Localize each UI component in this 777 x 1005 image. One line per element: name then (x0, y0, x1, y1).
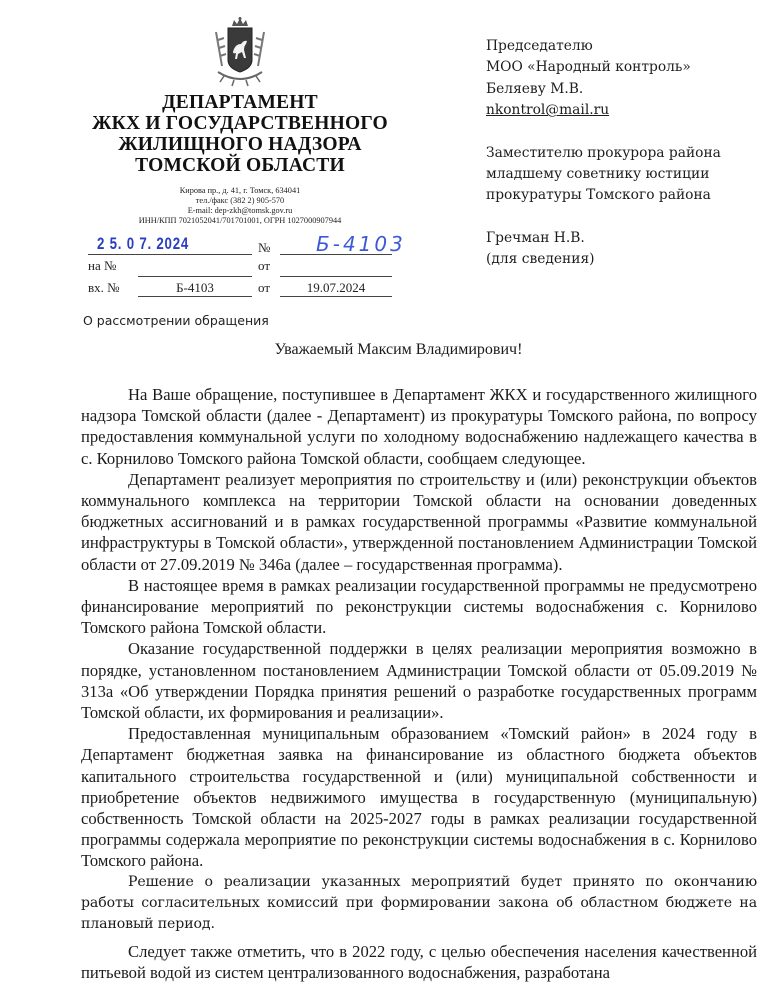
addressee-line: Председателю (486, 38, 593, 54)
department-title-line: ТОМСКОЙ ОБЛАСТИ (135, 155, 345, 176)
body-paragraph: На Ваше обращение, поступившее в Департамент ЖКХ и государственного жилищного надзора Томской области (далее - Департамент) из прокуратуры Томского района, по вопросу предоставления коммунальной услуги по холодному водоснабжению надлежащего качества в с. Корнилово Томского района Томской области, сообщаем следующее. (81, 385, 757, 468)
outgoing-number-handwritten: Б-4103 (316, 232, 406, 256)
reply-from-label: от (258, 258, 271, 273)
addressee-line: Заместителю прокурора района (486, 144, 721, 161)
body-paragraph: Следует также отметить, что в 2022 году, с целью обеспечения населения качественной питьевой водой из систем централизованного водоснабжения, разработана (81, 942, 757, 983)
addressee-line: МОО «Народный контроль» (486, 59, 691, 76)
spacer (486, 122, 766, 143)
addressee-line: Беляеву М.В. (486, 80, 584, 97)
incoming-from-label: от (258, 280, 271, 295)
reply-to-label: на № (88, 258, 117, 273)
coat-of-arms-icon (208, 16, 272, 90)
addressee-email-link[interactable]: nkontrol@mail.ru (486, 102, 610, 119)
addressee-line: Гречман Н.В. (486, 229, 585, 246)
body-paragraph: Департамент реализует мероприятия по строительству и (или) реконструкции объектов коммунального комплекса на территории Томской области на основании доведенных бюджетных ассигнований и в рамках государственной программы «Развитие коммунальной инфраструктуры в Томской области», утвержденной постановлением Администрации Томской области от 27.09.2019 № 346а (далее – государственная программа). (81, 469, 757, 574)
letter-body (81, 376, 757, 984)
incoming-number: Б-4103 (176, 280, 214, 295)
address: Кирова пр., д. 41, г. Томск, 634041 (179, 186, 301, 195)
department-title-line: ЖКХ И ГОСУДАРСТВЕННОГО (92, 113, 388, 134)
phone-fax: тел./факс (382 2) 905-570 (195, 196, 285, 205)
body-paragraph: Предоставленная муниципальным образованием «Томский район» в 2024 году в Департамент бюджетная заявка на финансирование из областного бюджета объектов капитального строительства государственной и (или) муниципальной собственности и приобретение объектов недвижимого имущества в государственную (муниципальную) собственность Томской области на 2025-2027 годы в рамках реализации государственной программы содержала мероприятие по реконструкции системы водоснабжения в с. Корнилово Томского района. (81, 724, 757, 871)
number-line (280, 254, 392, 255)
addressee-line: (для сведения) (486, 251, 595, 268)
body-paragraph: Решение о реализации указанных мероприятий будет принято по окончанию работы согласительных комиссий при формировании закона об областном бюджете на плановый период. (81, 873, 757, 933)
body-paragraph: Оказание государственной поддержки в целях реализации мероприятия возможно в порядке, установленном постановлением Администрации Томской области от 05.09.2019 № 313а «Об утверждении Порядка принятия решений о разработке государственных программ Томской области, их формирования и реализации». (81, 639, 757, 723)
addressee-block (486, 36, 766, 271)
date-stamp: 2 5. 0 7. 2024 (97, 234, 190, 253)
incoming-label: вх. № (88, 280, 120, 295)
greeting: Уважаемый Максим Владимирович! (274, 341, 523, 358)
date-line (88, 254, 252, 255)
spacer (486, 207, 766, 228)
tax-ids: ИНН/КПП 7021052041/701701001, ОГРН 1027000907944 (138, 216, 342, 225)
letter-subject: О рассмотрении обращения (83, 313, 269, 328)
incoming-date-line (280, 296, 392, 297)
department-contacts (60, 186, 420, 226)
number-label: № (258, 240, 271, 255)
reply-from-line (280, 276, 392, 277)
incoming-number-line (138, 296, 252, 297)
department-title-line: ЖИЛИЩНОГО НАДЗОРА (118, 134, 362, 155)
body-paragraph: В настоящее время в рамках реализации государственной программы не предусмотрено финансирование мероприятий по реконструкции системы водоснабжения с. Корнилово Томского района Томской области. (81, 575, 757, 638)
addressee-line: младшему советнику юстиции (486, 166, 710, 183)
incoming-date: 19.07.2024 (306, 280, 366, 295)
department-email: E-mail: dep-zkh@tomsk.gov.ru (187, 206, 293, 215)
addressee-line: прокуратуры Томского района (486, 187, 711, 204)
department-title (60, 92, 420, 176)
department-title-line: ДЕПАРТАМЕНТ (162, 92, 318, 113)
reply-to-line (138, 276, 252, 277)
